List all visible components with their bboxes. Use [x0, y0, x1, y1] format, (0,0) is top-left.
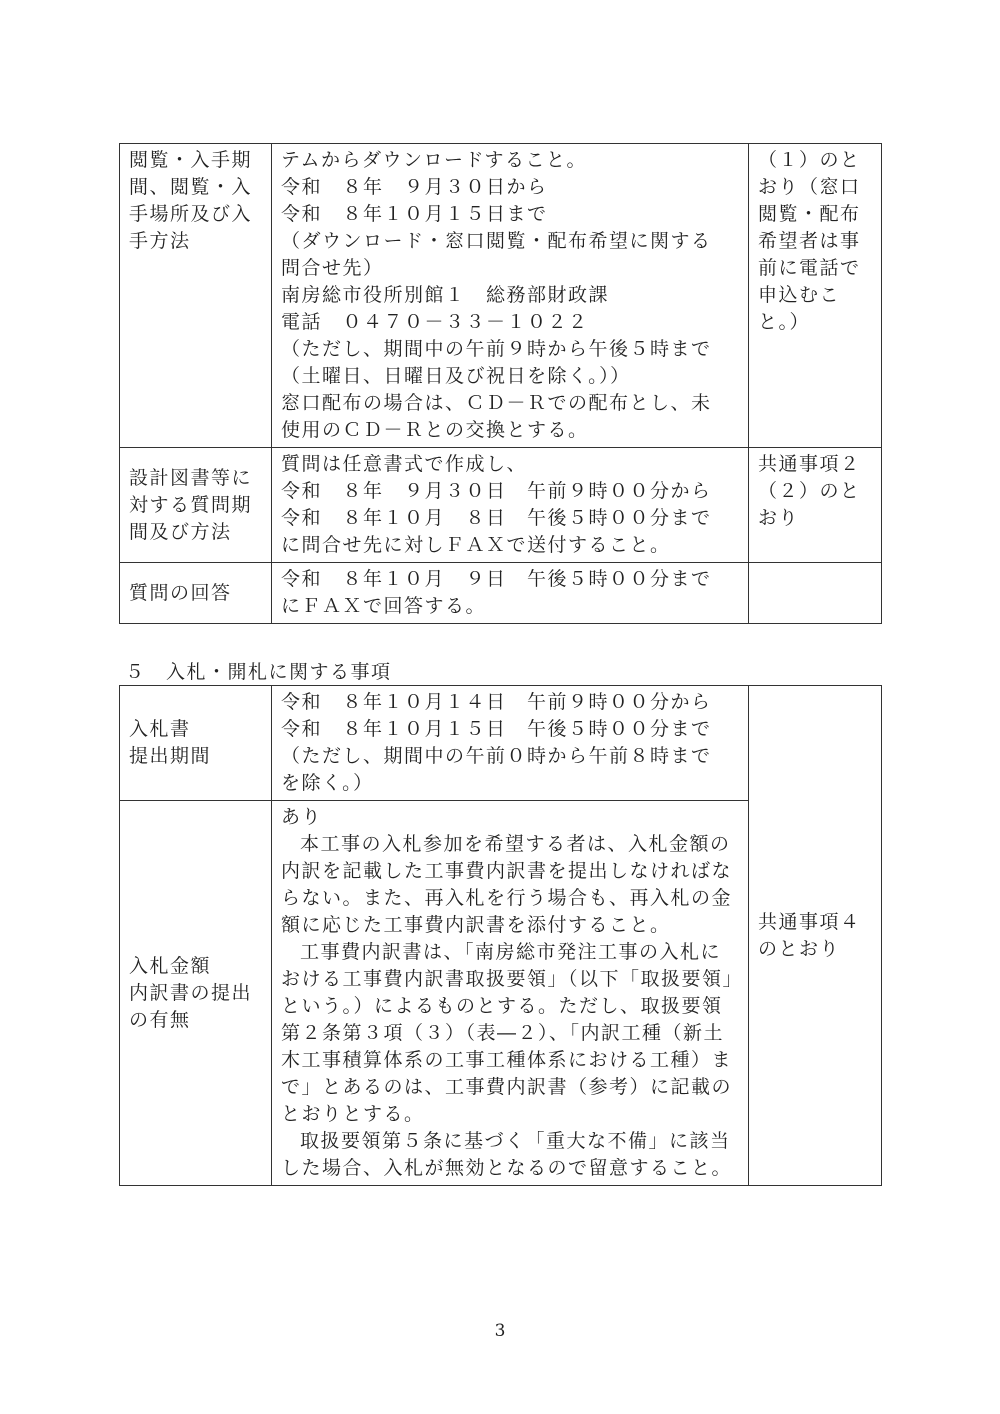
table-row: [120, 563, 882, 624]
requirements-table: [119, 143, 882, 624]
content-line: あり: [281, 806, 323, 828]
row-content-cell: [272, 801, 749, 1186]
row-note-cell: [749, 448, 882, 563]
content-line: 令和 ８年 ９月３０日 午前９時００分から: [281, 480, 712, 502]
note-line: 閲覧・配布: [758, 203, 861, 225]
row-label-cell: [120, 448, 272, 563]
content-line: 令和 ８年１０月１５日 午後５時００分まで: [281, 718, 712, 740]
row-label-line: 内訳書の提出: [129, 981, 253, 1004]
row-label-line: 間、閲覧・入: [129, 176, 253, 198]
content-line: 問合せ先）: [281, 257, 384, 279]
note-line: （２）のと: [758, 480, 861, 502]
row-label-line: 閲覧・入手期: [129, 149, 253, 171]
content-line: （ダウンロード・窓口閲覧・配布希望に関する: [281, 230, 712, 252]
content-line: 令和 ８年１０月１４日 午前９時００分から: [281, 691, 712, 713]
row-label-line: の有無: [129, 1008, 191, 1031]
row-label-cell: [120, 686, 272, 801]
content-line: を除く。）: [281, 772, 374, 794]
content-line: （ただし、期間中の午前９時から午後５時まで: [281, 338, 712, 360]
row-label-line: 提出期間: [129, 745, 212, 767]
content-line: 南房総市役所別館１ 総務部財政課: [281, 284, 610, 306]
row-label-cell: [120, 563, 272, 624]
note-line: 共通事項４: [758, 910, 861, 933]
content-paragraph: 工事費内訳書は、「南房総市発注工事の入札における工事費内訳書取扱要領」（以下「取扱要領」という。）によるものとする。ただし、取扱要領第２条第３項（３）（表―２）、「内訳工種（新土木工事積算体系の工事工種体系における工種）まで」とあるのは、工事費内訳書（参考）に記載のとおりとする。: [281, 941, 734, 1125]
row-content-cell: [272, 144, 749, 448]
row-label-line: 質問の回答: [129, 581, 232, 604]
note-line: おり（窓口: [758, 176, 861, 198]
note-line: と。）: [758, 311, 811, 333]
row-content-cell: [272, 563, 749, 624]
row-label-line: 入札書: [129, 718, 191, 740]
content-line: にＦＡＸで回答する。: [281, 595, 487, 617]
bidding-table: [119, 685, 882, 1186]
row-label-line: 手場所及び入: [129, 203, 253, 225]
table-row: [120, 144, 882, 448]
note-line: おり: [758, 507, 800, 529]
row-note-cell: [749, 563, 882, 624]
content-line: 令和 ８年１０月１５日まで: [281, 203, 548, 225]
note-line: 希望者は事: [758, 230, 861, 252]
content-line: 質問は任意書式で作成し、: [281, 453, 528, 475]
content-line: 令和 ８年１０月 ８日 午後５時００分まで: [281, 507, 712, 529]
content-line: 令和 ８年 ９月３０日から: [281, 176, 548, 198]
content-line: （土曜日、日曜日及び祝日を除く。））: [281, 365, 631, 387]
row-label-line: 対する質問期: [129, 493, 253, 516]
content-line: 使用のＣＤ－Ｒとの交換とする。: [281, 419, 589, 441]
row-label-cell: [120, 144, 272, 448]
note-line: 共通事項２: [758, 453, 861, 475]
content-line: 窓口配布の場合は、ＣＤ－Ｒでの配布とし、未: [281, 392, 712, 414]
page-number: 3: [494, 1321, 506, 1341]
content-line: （ただし、期間中の午前０時から午前８時まで: [281, 745, 712, 767]
row-label-line: 間及び方法: [129, 520, 232, 543]
table-row: [120, 686, 882, 801]
table-row: [120, 448, 882, 563]
row-label-line: 手方法: [129, 230, 191, 252]
row-note-cell: [749, 686, 882, 1186]
row-content-cell: [272, 448, 749, 563]
row-label-line: 設計図書等に: [129, 466, 253, 489]
row-content-cell: [272, 686, 749, 801]
row-label-line: 入札金額: [129, 954, 212, 977]
content-line: 令和 ８年１０月 ９日 午後５時００分まで: [281, 568, 712, 590]
content-line: テムからダウンロードすること。: [281, 149, 587, 171]
content-line: に問合せ先に対しＦＡＸで送付すること。: [281, 534, 671, 556]
section-heading: ５ 入札・開札に関する事項: [125, 661, 392, 683]
row-note-cell: [749, 144, 882, 448]
note-line: 申込むこ: [758, 284, 841, 306]
row-label-cell: [120, 801, 272, 1186]
note-line: （１）のと: [758, 149, 861, 171]
content-line: 電話 ０４７０－３３－１０２２: [281, 311, 589, 333]
content-paragraph: 本工事の入札参加を希望する者は、入札金額の内訳を記載した工事費内訳書を提出しなければならない。また、再入札を行う場合も、再入札の金額に応じた工事費内訳書を添付すること。: [281, 833, 733, 936]
content-paragraph: 取扱要領第５条に基づく「重大な不備」に該当した場合、入札が無効となるので留意すること。: [281, 1130, 733, 1179]
note-line: のとおり: [758, 937, 841, 960]
note-line: 前に電話で: [758, 257, 861, 279]
